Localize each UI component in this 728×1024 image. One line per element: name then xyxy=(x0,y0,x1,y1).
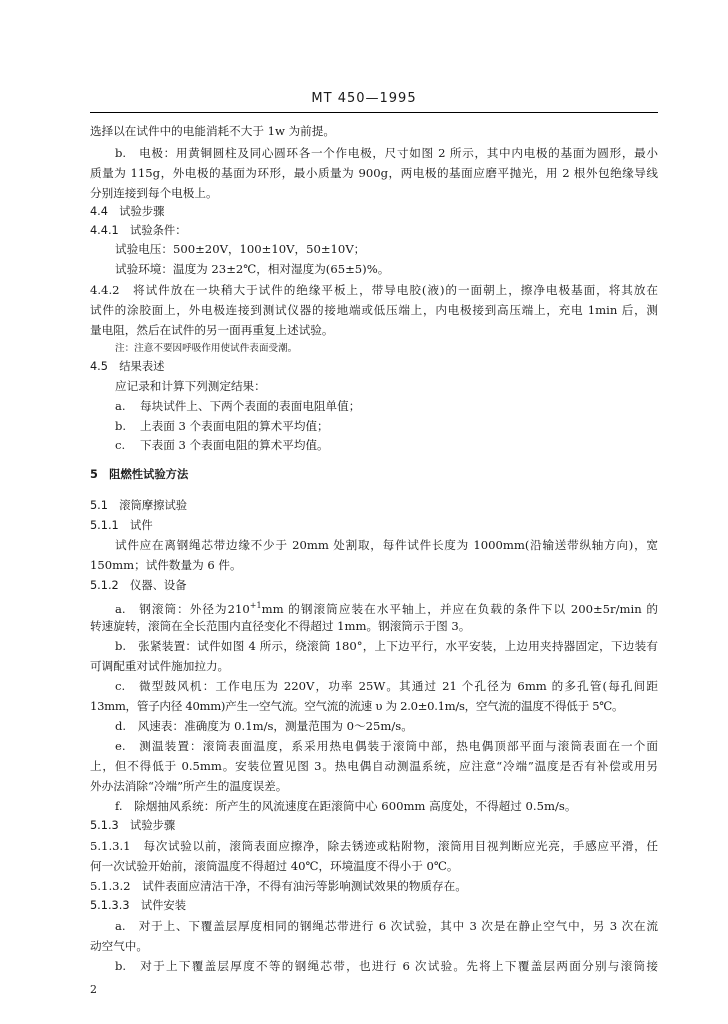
paragraph-line: 质量为 115g，外电极的基面为环形，最小质量为 900g，两电极的基面应磨平抛光，用 2 根外包绝缘导线 xyxy=(90,166,658,180)
paragraph-line: 150mm；试件数量为 6 件。 xyxy=(90,558,242,572)
paragraph-line: 4.4.2 将试件放在一块稍大于试件的绝缘平板上，带导电胶(液)的一面朝上，擦净电极基面，将其放在 xyxy=(90,283,658,297)
paragraph-line: 13mm，管子内径 40mm)产生一空气流。空气流的流速 υ 为 2.0±0.1m/s，空气流的温度不得低于 5℃。 xyxy=(90,699,624,713)
paragraph-line: 选择以在试件中的电能消耗不大于 1w 为前提。 xyxy=(90,124,335,138)
paragraph-line: 分别连接到每个电极上。 xyxy=(90,186,218,200)
paragraph-line: d. 风速表：准确度为 0.1m/s，测量范围为 0～25m/s。 xyxy=(115,719,413,733)
list-marker: a. xyxy=(115,399,126,413)
paragraph-line: 5.1.3.2 试件表面应清洁干净，不得有油污等影响测试效果的物质存在。 xyxy=(90,879,467,893)
paragraph-line: b. 电极：用黄铜圆柱及同心圆环各一个作电极，尺寸如图 2 所示，其中内电极的基面为圆形，最小 xyxy=(115,146,658,160)
list-item: 下表面 3 个表面电阻的算术平均值。 xyxy=(140,438,329,452)
paragraph-line: 试验环境：温度为 23±2℃，相对湿度为(65±5)%。 xyxy=(115,262,390,276)
paragraph-line: 试件的涂胶面上，外电极连接到测试仪器的接地端或低压端上，内电极接到高压端上，充电 1min 后，测 xyxy=(90,303,658,317)
drum-text-b: mm 的钢滚筒应装在水平轴上，并应在负载的条件下以 200±5r/min 的 xyxy=(261,601,658,616)
paragraph-line: b. 对于上下覆盖层厚度不等的钢绳芯带，也进行 6 次试验。先将上下覆盖层两面分别与滚筒接 xyxy=(115,959,658,973)
paragraph-line: 上，但不得低于 0.5mm。安装位置见图 3。热电偶自动测温系统，应注意“冷端”温度是否有补偿或用另 xyxy=(90,759,658,773)
paragraph-line: c. 微型鼓风机：工作电压为 220V，功率 25W。其通过 21 个孔径为 6mm 的多孔管(每孔间距 xyxy=(115,679,658,693)
list-marker: b. xyxy=(115,419,127,433)
paragraph-line: 转速旋转，滚筒在全长范围内直径变化不得超过 1mm。钢滚筒示于图 3。 xyxy=(90,619,471,633)
paragraph-line: f. 除烟抽风系统：所产生的风流速度在距滚筒中心 600mm 高度处，不得超过 0.5m/s。 xyxy=(115,799,577,813)
paragraph-line: 可调配重对试件施加拉力。 xyxy=(90,659,230,673)
list-item: 每块试件上、下两个表面的表面电阻单值； xyxy=(140,399,361,413)
paragraph-line: b. 张紧装置：试件如图 4 所示，绕滚筒 180°，上下边平行，水平安装，上边用夹持器固定，下边装有 xyxy=(115,639,658,653)
header-rule xyxy=(90,112,658,113)
section-heading: 4.5 结果表述 xyxy=(90,360,165,373)
paragraph-line: 5.1.3.1 每次试验以前，滚筒表面应擦净，除去锈迹或粘附物，滚筒用目视判断应光亮，手感应平滑，任 xyxy=(90,839,658,853)
paragraph-line: 试件应在离钢绳芯带边缘不少于 20mm 处割取，每件试件长度为 1000mm(沿输送带纵轴方向)，宽 xyxy=(115,538,658,552)
section-heading: 5.1.1 试件 xyxy=(90,519,153,532)
paragraph-line: 动空气中。 xyxy=(90,939,148,953)
chapter-heading: 5 阻燃性试验方法 xyxy=(90,468,189,481)
paragraph-line: 量电阻，然后在试件的另一面再重复上述试验。 xyxy=(90,323,334,337)
paragraph-line: 应记录和计算下列测定结果： xyxy=(115,379,266,393)
section-heading: 5.1.2 仪器、设备 xyxy=(90,579,187,592)
list-marker: c. xyxy=(115,438,126,452)
paragraph-line: a. 对于上、下覆盖层厚度相同的钢绳芯带进行 6 次试验，其中 3 次是在静止空气中，另 3 次在流 xyxy=(115,919,658,933)
section-heading: 5.1.3 试验步骤 xyxy=(90,819,176,832)
running-header: MT 450—1995 xyxy=(311,91,417,106)
section-heading: 4.4 试验步骤 xyxy=(90,205,165,218)
note-text: 注：注意不要因呼吸作用使试件表面受潮。 xyxy=(115,343,298,354)
paragraph-line xyxy=(115,597,658,618)
paragraph-line: e. 测温装置：滚筒表面温度，系采用热电偶装于滚筒中部，热电偶顶部平面与滚筒表面在一个面 xyxy=(115,739,658,753)
section-heading: 5.1 滚筒摩擦试验 xyxy=(90,499,188,512)
section-heading: 5.1.3.3 试件安装 xyxy=(90,899,187,912)
drum-text-a: a. 钢滚筒：外径为210 xyxy=(115,601,250,616)
list-item: 上表面 3 个表面电阻的算术平均值； xyxy=(140,419,329,433)
paragraph-line: 外办法消除“冷端”所产生的温度误差。 xyxy=(90,779,288,793)
section-heading: 4.4.1 试验条件： xyxy=(90,224,187,237)
paragraph-line: 试验电压：500±20V，100±10V，50±10V； xyxy=(115,242,366,256)
page-number: 2 xyxy=(90,983,97,996)
paragraph-line: 何一次试验开始前，滚筒温度不得超过 40℃，环境温度不得小于 0℃。 xyxy=(90,859,459,873)
tolerance-sup: +1 xyxy=(249,601,262,610)
